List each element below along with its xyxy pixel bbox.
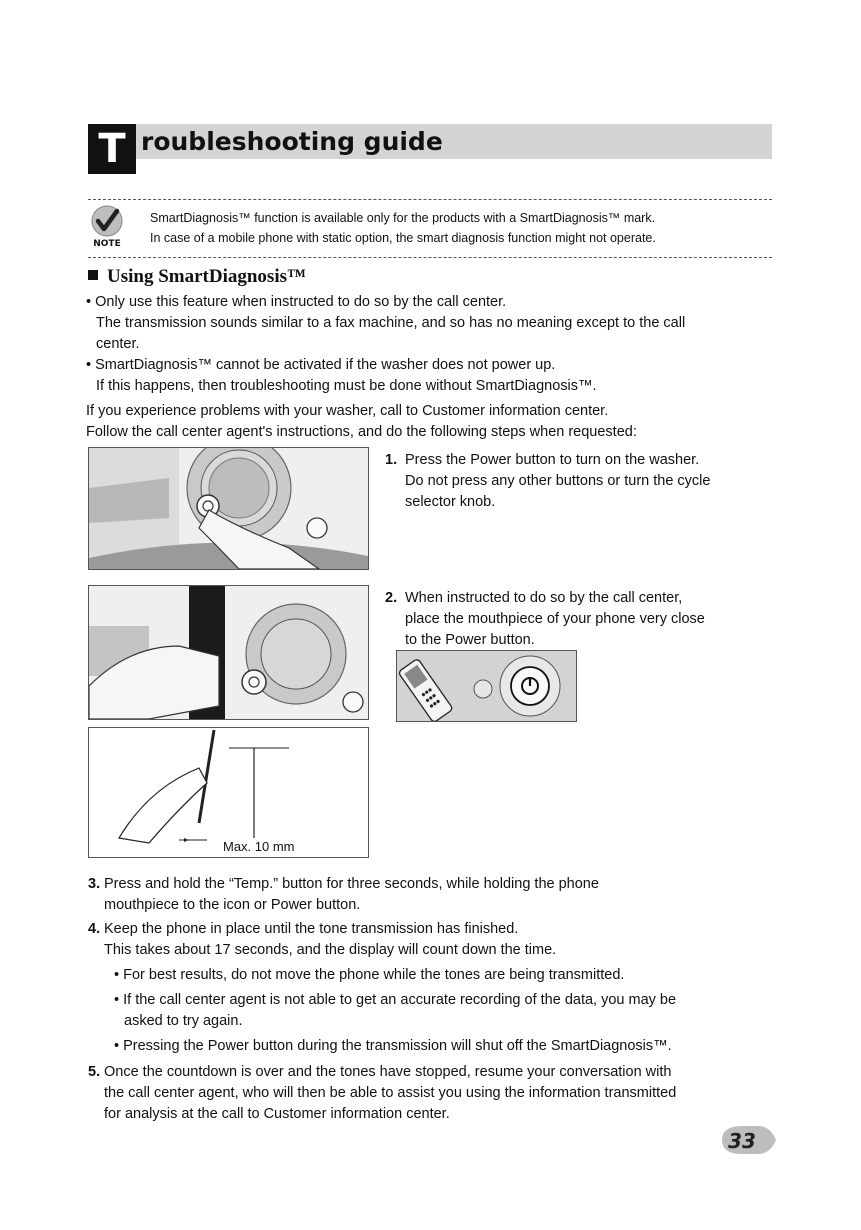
step-3-number: 3. [88, 876, 101, 892]
intro-line-6: If you experience problems with your washer, call to Customer information center. [86, 403, 609, 419]
step-2-line-2: place the mouthpiece of your phone very close [405, 611, 705, 627]
step-2-number: 2. [385, 590, 398, 606]
step-5-line-3: for analysis at the call to Customer information center. [104, 1106, 450, 1122]
step-4-bullet-2a: • If the call center agent is not able to get an accurate recording of the data, you may be [114, 992, 677, 1008]
step-2-line-1: When instructed to do so by the call center, [405, 590, 683, 606]
step-5-number: 5. [88, 1064, 101, 1080]
step-3-line-1: Press and hold the “Temp.” button for three seconds, while holding the phone [104, 876, 599, 892]
figure-phone-near-button [88, 585, 369, 720]
svg-text:33: 33 [728, 1129, 756, 1153]
step-4-bullet-1: • For best results, do not move the phone while the tones are being transmitted. [114, 967, 625, 983]
step-2-line-3: to the Power button. [405, 632, 535, 648]
step-5-line-1: Once the countdown is over and the tones have stopped, resume your conversation with [104, 1064, 672, 1080]
step-1-line-2: Do not press any other buttons or turn the cycle [405, 473, 711, 489]
note-divider-top [88, 199, 772, 200]
note-line-2: In case of a mobile phone with static option, the smart diagnosis function might not operate. [150, 231, 656, 245]
figure-max-distance [88, 727, 369, 858]
step-1-line-1: Press the Power button to turn on the washer. [405, 452, 700, 468]
page-number [718, 1122, 778, 1158]
section-heading: Using SmartDiagnosis™ [88, 266, 306, 288]
step-1-number: 1. [385, 452, 398, 468]
step-4-bullet-3: • Pressing the Power button during the transmission will shut off the SmartDiagnosis™. [114, 1038, 672, 1054]
page-title: roubleshooting guide [141, 127, 443, 156]
note-icon [90, 204, 124, 248]
note-label: NOTE [93, 239, 121, 248]
step-1-line-3: selector knob. [405, 494, 496, 510]
intro-line-1: • Only use this feature when instructed to do so by the call center. [86, 294, 507, 310]
note-divider-bottom [88, 257, 772, 258]
figure-phone-power-icon [396, 650, 577, 722]
title-initial: T [88, 124, 136, 174]
intro-line-2: The transmission sounds similar to a fax machine, and so has no meaning except to the call [96, 315, 686, 331]
step-4-number: 4. [88, 921, 101, 937]
step-3-line-2: mouthpiece to the icon or Power button. [104, 897, 361, 913]
section-bullet-icon [88, 270, 98, 280]
intro-line-4: • SmartDiagnosis™ cannot be activated if the washer does not power up. [86, 357, 556, 373]
intro-line-5: If this happens, then troubleshooting must be done without SmartDiagnosis™. [96, 378, 597, 394]
figure-power-button-press [88, 447, 369, 570]
step-5-line-2: the call center agent, who will then be able to assist you using the information transmitted [104, 1085, 677, 1101]
intro-line-7: Follow the call center agent's instructions, and do the following steps when requested: [86, 424, 637, 440]
intro-line-3: center. [96, 336, 140, 352]
note-line-1: SmartDiagnosis™ function is available only for the products with a SmartDiagnosis™ mark. [150, 211, 656, 225]
step-4-bullet-2b: asked to try again. [124, 1013, 243, 1029]
max-distance-label: Max. 10 mm [223, 839, 295, 854]
step-4-line-1: Keep the phone in place until the tone transmission has finished. [104, 921, 519, 937]
step-4-line-2: This takes about 17 seconds, and the display will count down the time. [104, 942, 557, 958]
